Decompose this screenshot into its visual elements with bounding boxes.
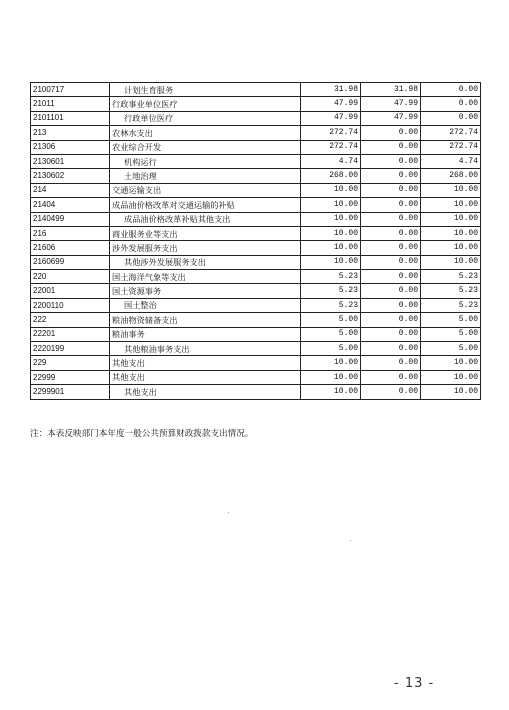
total-cell: 10.00	[301, 212, 361, 226]
name-cell: 国土资源事务	[110, 284, 301, 298]
code-cell: 214	[31, 183, 110, 197]
project-cell: 10.00	[421, 255, 481, 269]
basic-cell: 0.00	[361, 342, 421, 356]
name-cell: 国土整治	[110, 298, 301, 312]
table-row	[31, 342, 481, 356]
name-cell: 机构运行	[110, 154, 301, 168]
name-cell: 交通运输支出	[110, 183, 301, 197]
table-row	[31, 183, 481, 197]
project-cell: 268.00	[421, 169, 481, 183]
project-cell: 5.00	[421, 327, 481, 341]
name-cell: 其他支出	[110, 385, 301, 399]
total-cell: 5.23	[301, 298, 361, 312]
table-row	[31, 169, 481, 183]
basic-cell: 0.00	[361, 154, 421, 168]
basic-cell: 0.00	[361, 385, 421, 399]
code-cell: 21306	[31, 140, 110, 154]
basic-cell: 0.00	[361, 255, 421, 269]
name-cell: 国土海洋气象等支出	[110, 270, 301, 284]
project-cell: 10.00	[421, 198, 481, 212]
project-cell: 4.74	[421, 154, 481, 168]
code-cell: 2130601	[31, 154, 110, 168]
code-cell: 2100717	[31, 83, 110, 97]
basic-cell: 0.00	[361, 241, 421, 255]
total-cell: 10.00	[301, 241, 361, 255]
basic-cell: 0.00	[361, 226, 421, 240]
total-cell: 5.00	[301, 342, 361, 356]
basic-cell: 47.99	[361, 111, 421, 125]
basic-cell: 0.00	[361, 198, 421, 212]
name-cell: 其他涉外发展服务支出	[110, 255, 301, 269]
name-cell: 涉外发展服务支出	[110, 241, 301, 255]
table-row	[31, 385, 481, 399]
name-cell: 农林水支出	[110, 126, 301, 140]
name-cell: 其他支出	[110, 356, 301, 370]
project-cell: 272.74	[421, 140, 481, 154]
table-row	[31, 97, 481, 111]
basic-cell: 0.00	[361, 270, 421, 284]
table-row	[31, 298, 481, 312]
code-cell: 21606	[31, 241, 110, 255]
total-cell: 47.99	[301, 111, 361, 125]
total-cell: 5.23	[301, 270, 361, 284]
total-cell: 10.00	[301, 198, 361, 212]
table-row	[31, 83, 481, 97]
project-cell: 10.00	[421, 183, 481, 197]
code-cell: 22201	[31, 327, 110, 341]
total-cell: 10.00	[301, 385, 361, 399]
project-cell: 0.00	[421, 97, 481, 111]
project-cell: 5.23	[421, 270, 481, 284]
basic-cell: 0.00	[361, 169, 421, 183]
basic-cell: 0.00	[361, 212, 421, 226]
code-cell: 2101101	[31, 111, 110, 125]
table-row	[31, 327, 481, 341]
project-cell: 10.00	[421, 385, 481, 399]
table-row	[31, 241, 481, 255]
code-cell: 2220199	[31, 342, 110, 356]
name-cell: 成品油价格改革对交通运输的补贴	[110, 198, 301, 212]
project-cell: 272.74	[421, 126, 481, 140]
total-cell: 5.00	[301, 313, 361, 327]
basic-cell: 0.00	[361, 298, 421, 312]
name-cell: 其他粮油事务支出	[110, 342, 301, 356]
total-cell: 10.00	[301, 255, 361, 269]
scan-speck	[350, 540, 351, 541]
basic-cell: 0.00	[361, 327, 421, 341]
code-cell: 21404	[31, 198, 110, 212]
code-cell: 22999	[31, 370, 110, 384]
table-row	[31, 154, 481, 168]
table-row	[31, 313, 481, 327]
table-footnote: 注：本表反映部门本年度一般公共预算财政拨款支出情况。	[30, 429, 254, 439]
name-cell: 成品油价格改革补贴其他支出	[110, 212, 301, 226]
table-row	[31, 111, 481, 125]
name-cell: 土地治理	[110, 169, 301, 183]
basic-cell: 0.00	[361, 183, 421, 197]
basic-cell: 0.00	[361, 140, 421, 154]
name-cell: 粮油物资储备支出	[110, 313, 301, 327]
expenditure-table	[30, 82, 481, 400]
basic-cell: 0.00	[361, 313, 421, 327]
table-row	[31, 356, 481, 370]
table-row	[31, 370, 481, 384]
total-cell: 10.00	[301, 356, 361, 370]
code-cell: 22001	[31, 284, 110, 298]
code-cell: 220	[31, 270, 110, 284]
name-cell: 农业综合开发	[110, 140, 301, 154]
project-cell: 10.00	[421, 212, 481, 226]
basic-cell: 0.00	[361, 284, 421, 298]
code-cell: 2130602	[31, 169, 110, 183]
name-cell: 行政事业单位医疗	[110, 97, 301, 111]
name-cell: 其他支出	[110, 370, 301, 384]
project-cell: 5.00	[421, 313, 481, 327]
table-body	[31, 83, 481, 400]
code-cell: 2299901	[31, 385, 110, 399]
basic-cell: 0.00	[361, 370, 421, 384]
table-row	[31, 270, 481, 284]
code-cell: 216	[31, 226, 110, 240]
code-cell: 229	[31, 356, 110, 370]
total-cell: 5.00	[301, 327, 361, 341]
project-cell: 5.23	[421, 284, 481, 298]
total-cell: 47.99	[301, 97, 361, 111]
name-cell: 粮油事务	[110, 327, 301, 341]
project-cell: 10.00	[421, 356, 481, 370]
basic-cell: 0.00	[361, 126, 421, 140]
name-cell: 计划生育服务	[110, 83, 301, 97]
table-row	[31, 126, 481, 140]
project-cell: 0.00	[421, 111, 481, 125]
project-cell: 0.00	[421, 83, 481, 97]
total-cell: 10.00	[301, 183, 361, 197]
total-cell: 5.23	[301, 284, 361, 298]
project-cell: 5.23	[421, 298, 481, 312]
code-cell: 2140499	[31, 212, 110, 226]
basic-cell: 0.00	[361, 356, 421, 370]
code-cell: 21011	[31, 97, 110, 111]
code-cell: 2160699	[31, 255, 110, 269]
name-cell: 行政单位医疗	[110, 111, 301, 125]
total-cell: 4.74	[301, 154, 361, 168]
table-row	[31, 226, 481, 240]
table-row	[31, 140, 481, 154]
page-number: - 13 -	[394, 676, 435, 691]
project-cell: 10.00	[421, 370, 481, 384]
total-cell: 31.98	[301, 83, 361, 97]
total-cell: 268.00	[301, 169, 361, 183]
table-row	[31, 198, 481, 212]
total-cell: 10.00	[301, 226, 361, 240]
project-cell: 10.00	[421, 241, 481, 255]
total-cell: 272.74	[301, 140, 361, 154]
basic-cell: 31.98	[361, 83, 421, 97]
scan-speck	[228, 512, 229, 513]
table-row	[31, 212, 481, 226]
basic-cell: 47.99	[361, 97, 421, 111]
table-row	[31, 255, 481, 269]
project-cell: 5.00	[421, 342, 481, 356]
total-cell: 10.00	[301, 370, 361, 384]
code-cell: 222	[31, 313, 110, 327]
code-cell: 213	[31, 126, 110, 140]
table-row	[31, 284, 481, 298]
code-cell: 2200110	[31, 298, 110, 312]
name-cell: 商业服务业等支出	[110, 226, 301, 240]
project-cell: 10.00	[421, 226, 481, 240]
total-cell: 272.74	[301, 126, 361, 140]
